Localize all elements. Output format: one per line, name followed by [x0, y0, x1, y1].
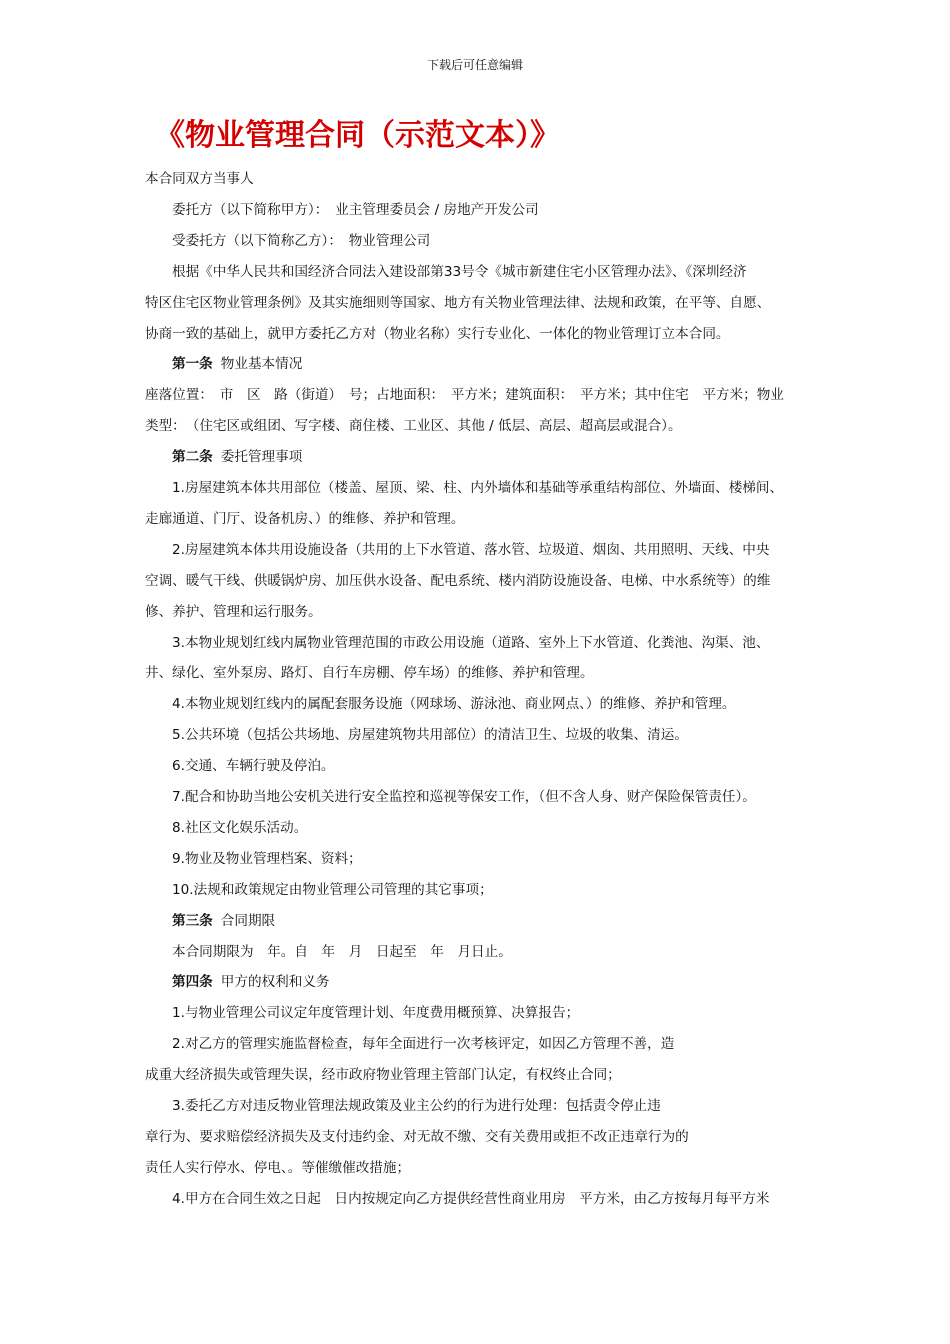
line-text: 1.与物业管理公司议定年度管理计划、年度费用概预算、决算报告；: [172, 1005, 580, 1022]
line-text: 委托管理事项: [220, 449, 303, 466]
text-line: [172, 850, 362, 868]
text-line: [172, 1097, 661, 1115]
line-text: 6.交通、车辆行驶及停泊。: [172, 758, 335, 775]
text-line: [145, 572, 770, 590]
article-heading-line: [172, 448, 302, 466]
text-line: [145, 1066, 621, 1084]
text-line: [145, 325, 730, 343]
text-line: [145, 386, 784, 404]
text-line: [172, 695, 736, 713]
text-line: [145, 510, 464, 528]
line-text: 7.配合和协助当地公安机关进行安全监控和巡视等保安工作，（但不含人身、财产保险保管责任）。: [172, 789, 756, 805]
line-text: 甲方的权利和义务: [220, 974, 330, 991]
line-text: 特区住宅区物业管理条例》及其实施细则等国家、地方有关物业管理法律、法规和政策，在平等、自愿、: [145, 294, 771, 311]
text-line: [145, 417, 682, 435]
text-line: [172, 1004, 579, 1022]
line-text: 9.物业及物业管理档案、资料；: [172, 850, 362, 867]
line-text: 座落位置： 市 区 路（街道） 号；占地面积： 平方米；建筑面积： 平方米；其中住宅 平方米；物业: [145, 387, 784, 404]
line-text: 走廊通道、门厅、设备机房、）的维修、养护和管理。: [145, 510, 465, 527]
line-text: 成重大经济损失或管理失误，经市政府物业管理主管部门认定，有权终止合同；: [145, 1067, 621, 1084]
text-line: [172, 1190, 770, 1208]
text-line: [145, 1128, 689, 1146]
line-text: 1.房屋建筑本体共用部位（楼盖、屋顶、梁、柱、内外墙体和基础等承重结构部位、外墙面、楼梯间、: [172, 480, 784, 496]
line-text: 3.本物业规划红线内属物业管理范围的市政公用设施（道路、室外上下水管道、化粪池、沟渠、池、: [172, 634, 770, 651]
article-number: 第三条: [172, 912, 213, 929]
text-line: [172, 1035, 674, 1053]
line-text: 协商一致的基础上，就甲方委托乙方对（物业名称）实行专业化、一体化的物业管理订立本合同。: [145, 325, 730, 342]
text-line: [172, 541, 770, 559]
line-text: 3.委托乙方对违反物业管理法规政策及业主公约的行为进行处理：包括责令停止违: [172, 1098, 661, 1114]
text-line: [172, 819, 307, 837]
line-text: 类型： （住宅区或组团、写字楼、商住楼、工业区、其他 / 低层、高层、超高层或混合）。: [145, 418, 682, 435]
line-text: 物业基本情况: [220, 356, 303, 373]
line-text: 本合同期限为 年。自 年 月 日起至 年 月日止。: [172, 943, 512, 960]
article-number: 第四条: [172, 974, 213, 991]
text-line: [172, 232, 430, 250]
line-text: 根据《中华人民共和国经济合同法入建设部第33号令《城市新建住宅小区管理办法》、《深圳经济: [172, 263, 747, 280]
line-text: 委托方（以下简称甲方）： 业主管理委员会 / 房地产开发公司: [172, 201, 539, 218]
text-line: [172, 479, 783, 497]
line-text: 5.公共环境（包括公共场地、房屋建筑物共用部位）的清洁卫生、垃圾的收集、清运。: [172, 727, 688, 744]
article-number: 第二条: [172, 449, 213, 466]
line-text: 4.甲方在合同生效之日起 日内按规定向乙方提供经营性商业用房 平方米，由乙方按每月每平方米: [172, 1190, 770, 1207]
line-text: 2.房屋建筑本体共用设施设备（共用的上下水管道、落水管、垃圾道、烟囱、共用照明、天线、中央: [172, 541, 770, 558]
text-line: [145, 664, 594, 682]
text-line: [172, 943, 512, 961]
text-line: [145, 170, 254, 188]
line-text: 8.社区文化娱乐活动。: [172, 819, 308, 836]
text-line: [172, 263, 747, 281]
line-text: 2.对乙方的管理实施监督检查，每年全面进行一次考核评定，如因乙方管理不善，造: [172, 1036, 675, 1053]
text-line: [145, 1159, 410, 1177]
text-line: [172, 788, 756, 806]
line-text: 合同期限: [220, 912, 276, 929]
line-text: 井、绿化、室外泵房、路灯、自行车房棚、停车场）的维修、养护和管理。: [145, 665, 594, 682]
line-text: 本合同双方当事人: [145, 171, 254, 187]
text-line: [145, 294, 770, 312]
line-text: 章行为、要求赔偿经济损失及支付违约金、对无故不缴、交有关费用或拒不改正违章行为的: [145, 1128, 689, 1145]
line-text: 修、养护、管理和运行服务。: [145, 603, 322, 620]
article-heading-line: [172, 912, 275, 930]
text-line: [172, 757, 335, 775]
text-line: [172, 201, 539, 219]
text-line: [172, 881, 493, 899]
text-line: [172, 726, 688, 744]
line-text: 空调、暖气干线、供暖锅炉房、加压供水设备、配电系统、楼内消防设施设备、电梯、中水系统等）的维: [145, 572, 771, 589]
article-heading-line: [172, 355, 302, 373]
text-line: [172, 634, 770, 652]
line-text: 4.本物业规划红线内的属配套服务设施（网球场、游泳池、商业网点、）的维修、养护和管理。: [172, 696, 736, 713]
article-heading-line: [172, 973, 330, 991]
page-header: 下载后可任意编辑: [426, 58, 523, 72]
text-line: [145, 603, 322, 621]
line-text: 责任人实行停水、停电、。等催缴催改措施；: [145, 1159, 411, 1176]
article-number: 第一条: [172, 356, 213, 373]
line-text: 10.法规和政策规定由物业管理公司管理的其它事项；: [172, 881, 493, 898]
line-text: 受委托方（以下简称乙方）： 物业管理公司: [172, 232, 431, 249]
document-title: 《物业管理合同（示范文本）》: [155, 118, 560, 153]
